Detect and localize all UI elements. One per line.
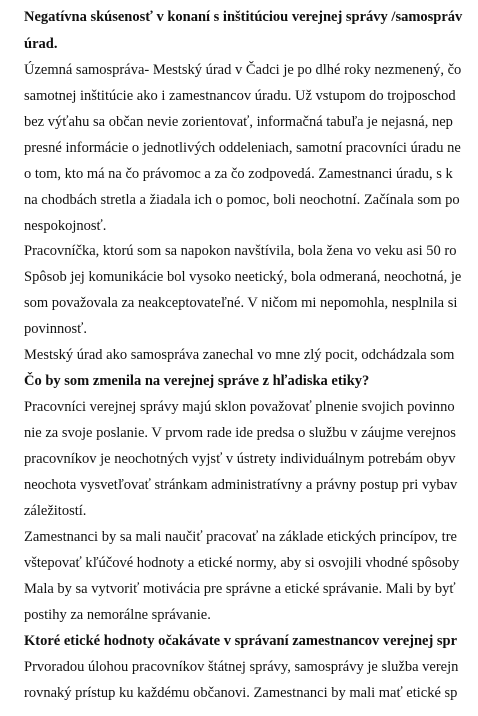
- paragraph-line: Prvoradou úlohou pracovníkov štátnej správy, samosprávy je služba verejn: [24, 659, 459, 675]
- paragraph-line: vštepovať kľúčové hodnoty a etické normy, aby si osvojili vhodné spôsoby: [24, 555, 460, 571]
- heading-negative-experience-line-2: úrad.: [24, 36, 58, 52]
- paragraph-line: rovnaký prístup ku každému občanovi. Zamestnanci by mali mať etické sp: [24, 685, 458, 701]
- paragraph-line: Mestský úrad ako samospráva zanechal vo mne zlý pocit, odchádzala som: [24, 347, 455, 363]
- paragraph-line: Územná samospráva- Mestský úrad v Čadci je po dlhé roky nezmenený, čo: [24, 62, 462, 78]
- paragraph-line: bez výťahu sa občan nevie zorientovať, informačná tabuľa je nejasná, nep: [24, 114, 453, 130]
- paragraph-line: neochota vysvetľovať stránkam administratívny a právny postup pri vybav: [24, 477, 458, 493]
- heading-ethics-change: Čo by som zmenila na verejnej správe z hľadiska etiky?: [24, 373, 370, 389]
- heading-negative-experience-line-1: Negatívna skúsenosť v konaní s inštitúciou verejnej správy /samospráv: [24, 9, 463, 25]
- paragraph-line: nespokojnosť.: [24, 218, 107, 234]
- paragraph-line: pracovníkov je neochotných vyjsť v ústrety individuálnym potrebám obyv: [24, 451, 456, 467]
- paragraph-line: presné informácie o jednotlivých oddeleniach, samotní pracovníci úradu ne: [24, 140, 461, 156]
- paragraph-line: povinnosť.: [24, 321, 87, 337]
- paragraph-line: Pracovníci verejnej správy majú sklon považovať plnenie svojich povinno: [24, 399, 455, 415]
- paragraph-line: Mala by sa vytvoriť motivácia pre správne a etické správanie. Mali by byť: [24, 581, 456, 597]
- document-page: [24, 0, 478, 716]
- paragraph-line: záležitostí.: [24, 503, 87, 519]
- paragraph-line: postihy za nemorálne správanie.: [24, 607, 211, 623]
- heading-expected-ethical-values: Ktoré etické hodnoty očakávate v správaní zamestnancov verejnej spr: [24, 633, 458, 649]
- paragraph-line: o tom, kto má na čo právomoc a za čo zodpovedá. Zamestnanci úradu, s k: [24, 166, 453, 182]
- paragraph-line: Pracovníčka, ktorú som sa napokon navštívila, bola žena vo veku asi 50 ro: [24, 243, 457, 259]
- paragraph-line: som považovala za neakceptovateľné. V ničom mi nepomohla, nesplnila si: [24, 295, 458, 311]
- paragraph-line: samotnej inštitúcie ako i zamestnancov úradu. Už vstupom do trojposchod: [24, 88, 456, 104]
- paragraph-line: Spôsob jej komunikácie bol vysoko neetický, bola odmeraná, neochotná, je: [24, 269, 462, 285]
- paragraph-line: na chodbách stretla a žiadala ich o pomoc, boli neochotní. Začínala som po: [24, 192, 460, 208]
- paragraph-line: nie za svoje poslanie. V prvom rade ide predsa o službu v záujme verejnos: [24, 425, 456, 441]
- paragraph-line: Zamestnanci by sa mali naučiť pracovať na základe etických princípov, tre: [24, 529, 457, 545]
